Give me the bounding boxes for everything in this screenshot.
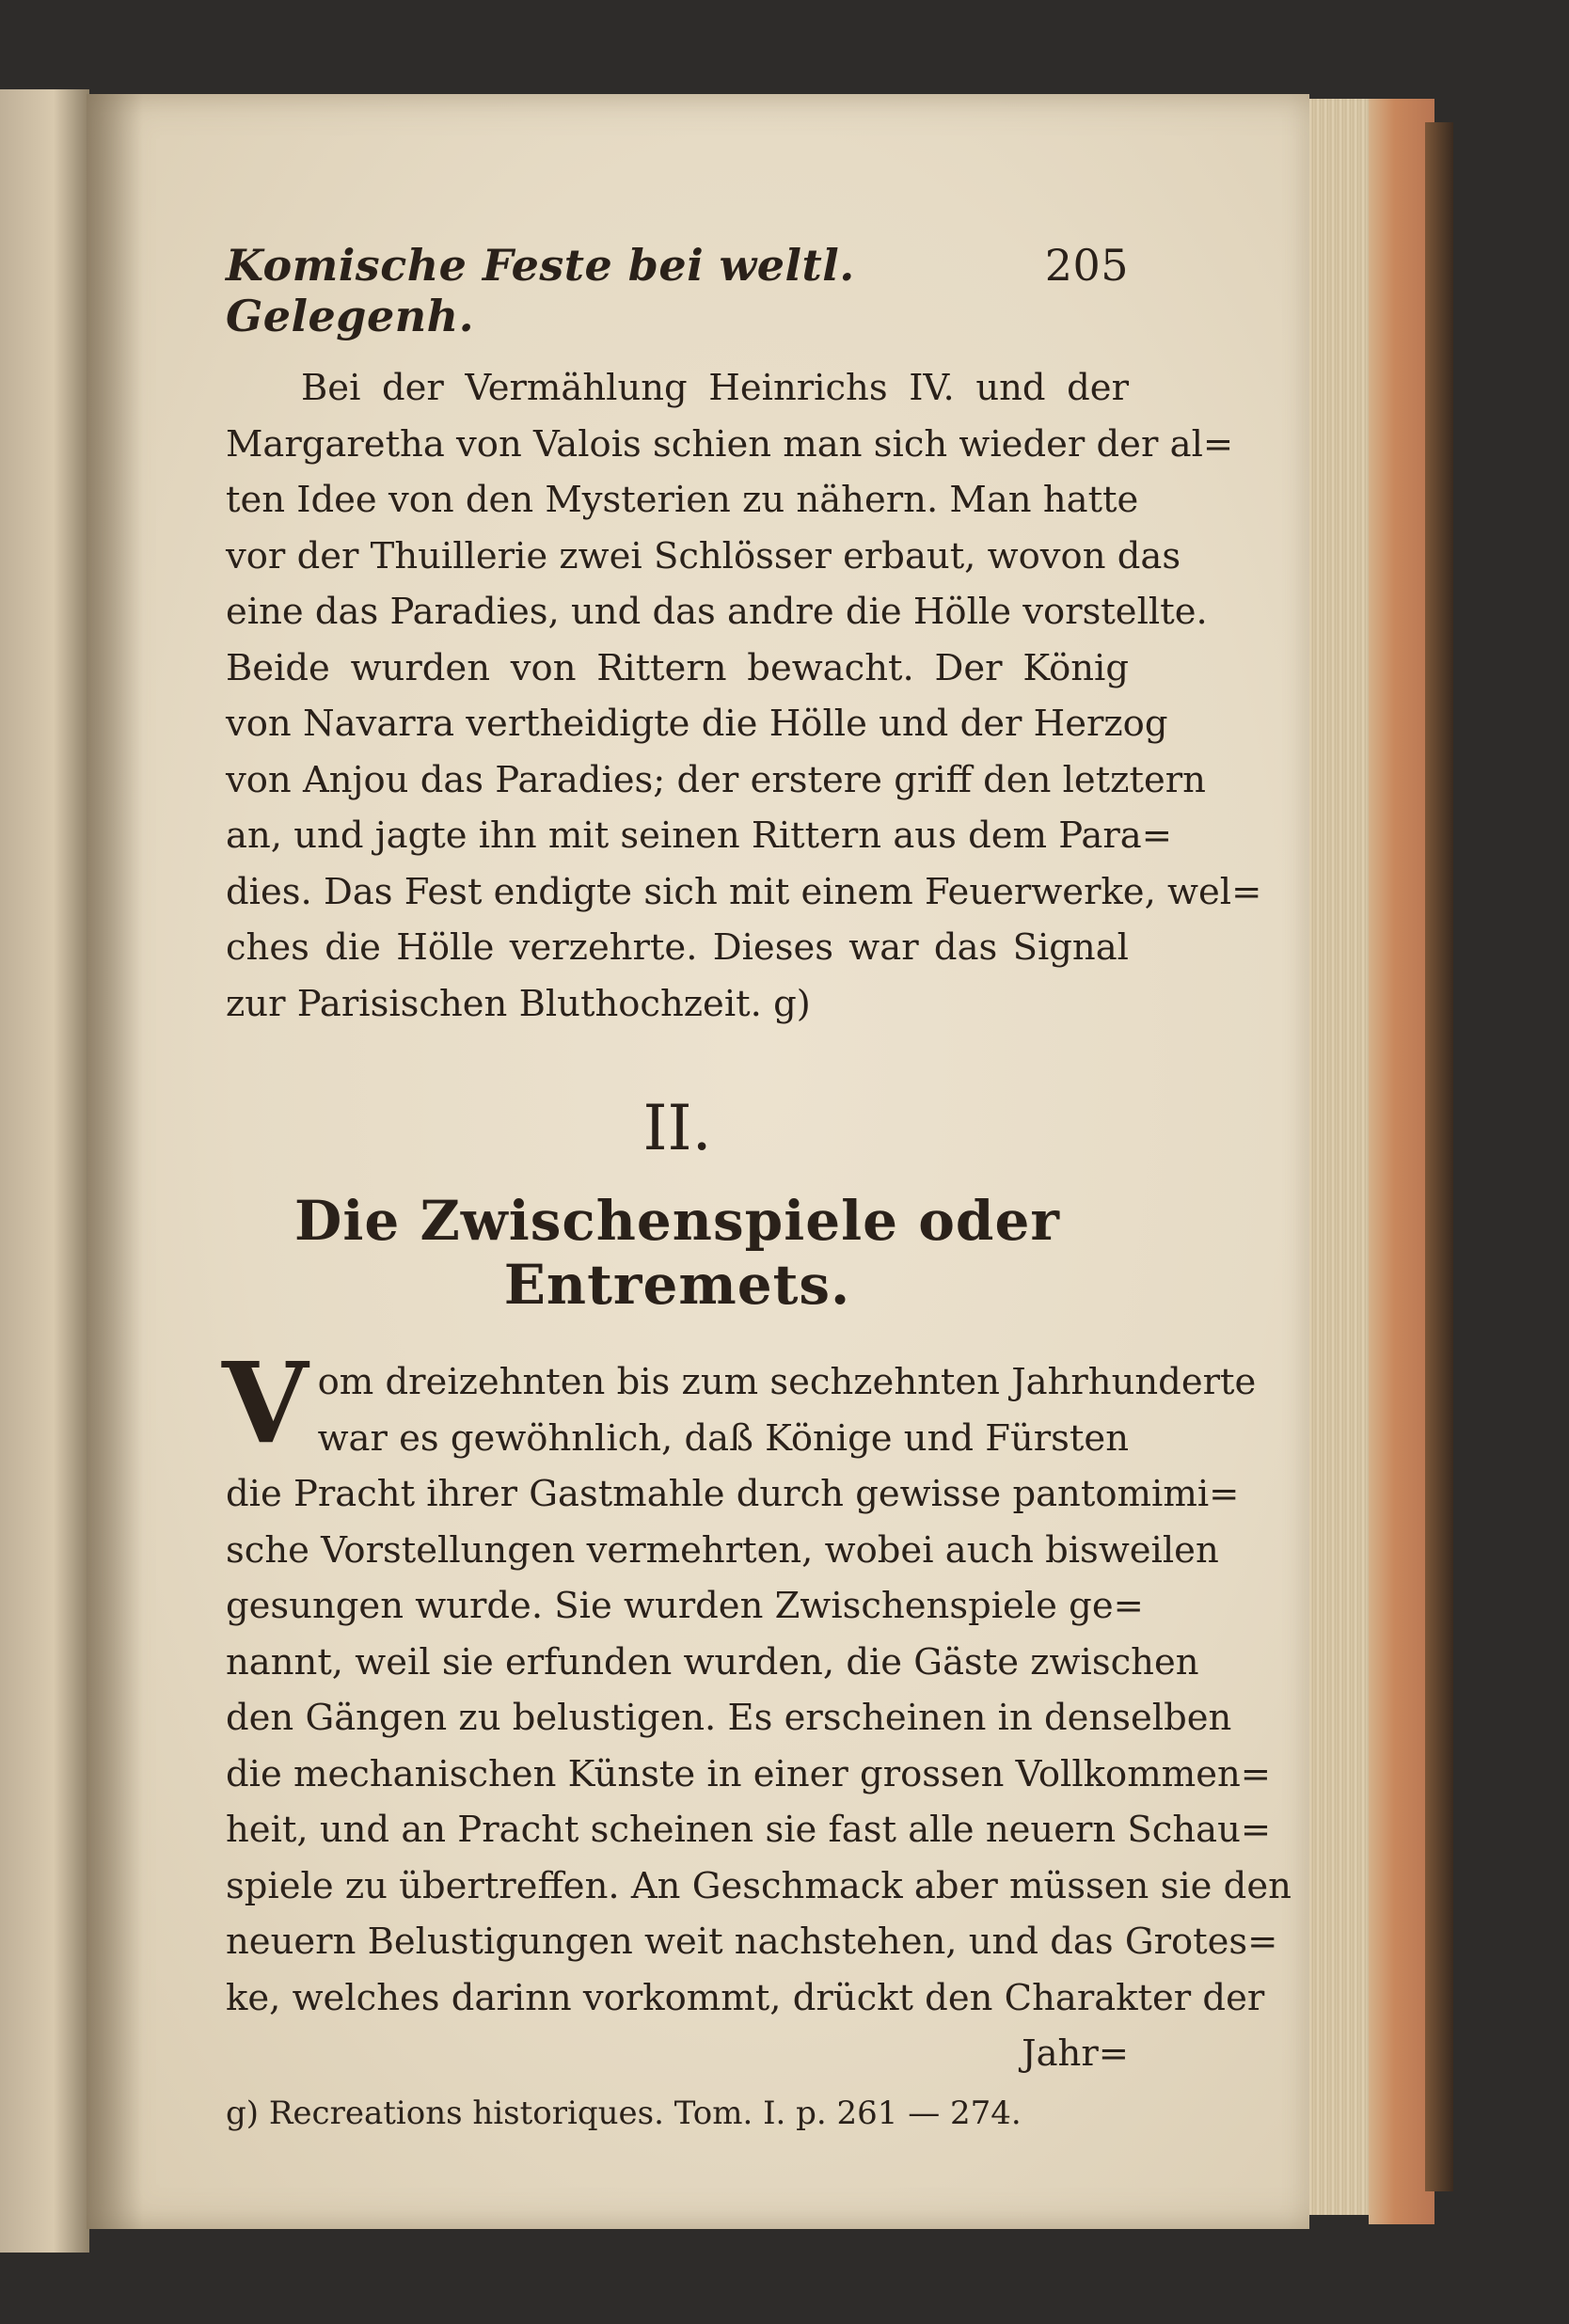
text-line: heit, und an Pracht scheinen sie fast alle neuern Schau= — [226, 1809, 1272, 1851]
text-line: eine das Paradies, und das andre die Hölle vorstellte. — [226, 591, 1208, 633]
left-page-edge — [0, 89, 89, 2253]
catchword: Jahr= — [1022, 2032, 1129, 2075]
text-line: den Gängen zu belustigen. Es erscheinen in denselben — [226, 1697, 1232, 1739]
drop-cap: V — [222, 1337, 309, 1468]
text-line: nannt, weil sie erfunden wurden, die Gäste zwischen — [226, 1640, 1199, 1684]
text-line: die mechanischen Künste in einer grossen Vollkommen= — [226, 1752, 1272, 1795]
running-head-title: Komische Feste bei weltl. Gelegenh. — [226, 240, 855, 341]
text-line: Bei der Vermählung Heinrichs IV. und der — [301, 367, 1129, 409]
paragraph-1 — [226, 360, 1262, 1032]
text-line: ches die Hölle verzehrte. Dieses war das Signal — [226, 926, 1129, 969]
text-line: sche Vorstellungen vermehrten, wobei auch bisweilen — [226, 1528, 1219, 1572]
gutter-shadow — [87, 94, 143, 2229]
text-line: gesungen wurde. Sie wurden Zwischenspiele ge= — [226, 1585, 1144, 1627]
page-text — [222, 240, 1292, 2137]
cover-edge — [1425, 122, 1453, 2191]
text-line: ke, welches darinn vorkommt, drückt den Charakter der — [226, 1976, 1265, 2019]
running-head — [226, 240, 1129, 341]
footnote: g) Recreations historiques. Tom. I. p. 261 — 274. — [226, 2094, 1022, 2132]
page-number: 205 — [1044, 240, 1129, 291]
text-line: om dreizehnten bis zum sechzehnten Jahrhunderte — [317, 1361, 1257, 1403]
text-line: spiele zu übertreffen. An Geschmack aber müssen sie den — [226, 1864, 1292, 1907]
text-line: dies. Das Fest endigte sich mit einem Feuerwerke, wel= — [226, 870, 1262, 913]
text-line: von Navarra vertheidigte die Hölle und der Herzog — [226, 703, 1168, 745]
text-line: Margaretha von Valois schien man sich wieder der al= — [226, 422, 1234, 466]
paragraph-2 — [222, 1337, 1292, 2026]
section-title: Die Zwischenspiele oder Entremets. — [294, 1189, 1060, 1317]
section-number: II. — [642, 1092, 712, 1164]
text-line: ten Idee von den Mysterien zu nähern. Man hatte — [226, 479, 1139, 521]
text-line: war es gewöhnlich, daß Könige und Fürsten — [317, 1416, 1129, 1460]
text-line: neuern Belustigungen weit nachstehen, und das Grotes= — [226, 1921, 1278, 1963]
text-line: zur Parisischen Bluthochzeit. g) — [226, 982, 811, 1025]
text-line: Beide wurden von Rittern bewacht. Der König — [226, 646, 1129, 689]
text-line: an, und jagte ihn mit seinen Rittern aus dem Para= — [226, 814, 1173, 857]
text-line: vor der Thuillerie zwei Schlösser erbaut, wovon das — [226, 534, 1181, 577]
text-line: von Anjou das Paradies; der erstere griff den letztern — [226, 758, 1206, 801]
paragraph-2-body — [226, 1354, 1292, 2026]
text-line: die Pracht ihrer Gastmahle durch gewisse pantomimi= — [226, 1473, 1240, 1515]
